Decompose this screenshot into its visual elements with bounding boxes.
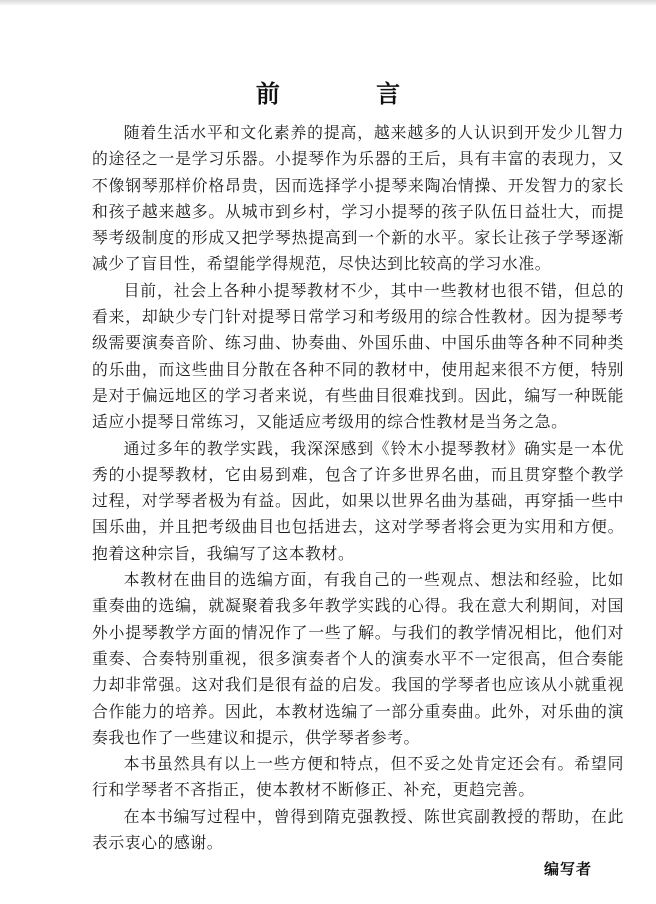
paragraph: 本书虽然具有以上一些方便和特点，但不妥之处肯定还会有。希望同行和学琴者不吝指正，使本教材不断修正、补充，更趋完善。 — [92, 754, 624, 800]
paragraph: 随着生活水平和文化素养的提高，越来越多的人认识到开发少儿智力的途径之一是学习乐器。小提琴作为乐器的王后，具有丰富的表现力，又不像钢琴那样价格昂贵，因而选择学小提琴来陶冶情操、开发智力的家长和孩子越来越多。从城市到乡村，学习小提琴的孩子队伍日益壮大，而提琴考级制度的形成又把学琴热提高到一个新的水平。家长让孩子学琴逐渐减少了盲目性，希望能学得规范，尽快达到比较高的学习水准。 — [92, 123, 624, 274]
paragraph: 在本书编写过程中，曾得到隋克强教授、陈世宾副教授的帮助，在此表示衷心的感谢。 — [92, 806, 624, 853]
paragraph: 通过多年的教学实践，我深深感到《铃木小提琴教材》确实是一本优秀的小提琴教材，它由易到难，包含了许多世界名曲，而且贯穿整个教学过程，对学琴者极为有益。因此，如果以世界名曲为基础，再穿插一些中国乐曲，并且把考级曲目也包括进去，这对学琴者将会更为实用和方便。抱着这种宗旨，我编写了这本教材。 — [92, 438, 624, 563]
author-signature: 编写者 — [543, 860, 592, 878]
page-title: 前 言 — [255, 79, 445, 108]
preface-body — [92, 120, 624, 856]
paragraph: 目前，社会上各种小提琴教材不少，其中一些教材也很不错，但总的看来，却缺少专门针对提琴日常学习和考级用的综合性教材。因为提琴考级需要演奏音阶、练习曲、协奏曲、外国乐曲、中国乐曲等各种不同种类的乐曲，而这些曲目分散在各种不同的教材中，使用起来很不方便，特别是对于偏远地区的学习者来说，有些曲目很难找到。因此，编写一种既能适应小提琴日常练习，又能适应考级用的综合性教材是当务之急。 — [92, 280, 624, 432]
paragraph: 本教材在曲目的选编方面，有我自己的一些观点、想法和经验，比如重奏曲的选编，就凝聚着我多年教学实践的心得。我在意大利期间，对国外小提琴教学方面的情况作了一些了解。与我们的教学情况相比，他们对重奏、合奏特别重视，很多演奏者个人的演奏水平不一定很高，但合奏能力却非常强。这对我们是很有益的启发。我国的学琴者也应该从小就重视合作能力的培养。因此，本教材选编了一部分重奏曲。此外，对乐曲的演奏我也作了一些建议和提示，供学琴者参考。 — [92, 570, 624, 747]
scan-shadow — [0, 0, 656, 6]
